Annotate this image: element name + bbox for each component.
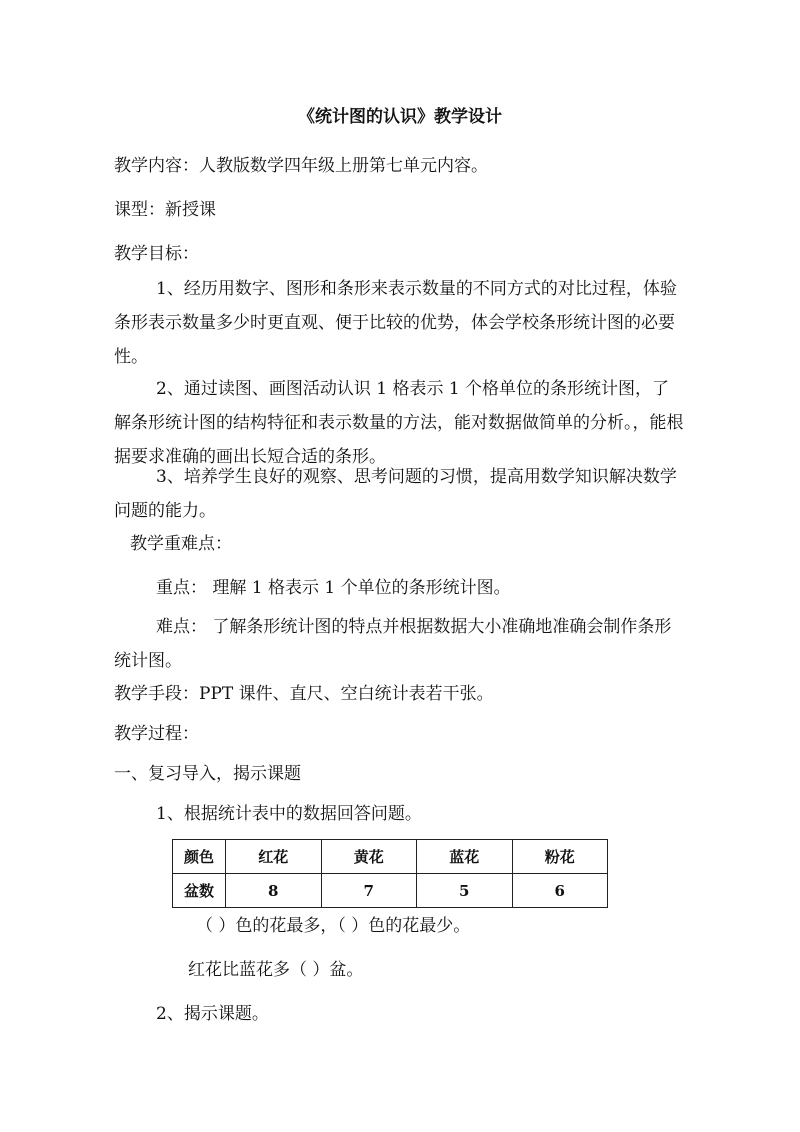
step-two: 2、揭示课题。: [156, 1004, 269, 1024]
table-row: [173, 874, 608, 908]
goal-paragraph-3: 3、培养学生良好的观察、思考问题的习惯，提高用数学知识解决数学问题的能力。: [114, 467, 677, 521]
question-two: 红花比蓝花多（ ）盆。: [188, 960, 364, 980]
table-cell: 颜色: [173, 840, 226, 874]
table-cell: 红花: [226, 840, 322, 874]
process-heading: 教学过程：: [114, 724, 199, 744]
difficulty-paragraph: 难点： 了解条形统计图的特点并根据数据大小准确地准确会制作条形统计图。: [114, 617, 672, 671]
goals-heading: 教学目标：: [114, 244, 199, 264]
table-cell: 5: [417, 874, 513, 908]
table-cell: 7: [321, 874, 417, 908]
teaching-content: 教学内容：人教版数学四年级上册第七单元内容。: [114, 156, 488, 176]
table-row: [173, 840, 608, 874]
course-type: 课型：新授课: [114, 200, 216, 220]
key-points-heading: 教学重难点：: [130, 534, 232, 554]
question-one: （ ）色的花最多，（ ）色的花最少。: [196, 916, 471, 936]
key-point: 重点： 理解 1 格表示 1 个单位的条形统计图。: [156, 578, 511, 598]
goal-paragraph-2: 2、通过读图、画图活动认识 1 格表示 1 个格单位的条形统计图，了解条形统计图的结构特征和表示数量的方法，能对数据做简单的分析。，能根据要求准确的画出长短合适的条形。: [114, 379, 684, 467]
goal-paragraph-1: 1、经历用数字、图形和条形来表示数量的不同方式的对比过程，体验条形表示数量多少时更直观、便于比较的优势，体会学校条形统计图的必要性。: [114, 279, 677, 367]
table-cell: 6: [512, 874, 608, 908]
table-cell: 黄花: [321, 840, 417, 874]
table-cell: 8: [226, 874, 322, 908]
flower-count-table: [172, 839, 608, 908]
table-cell: 蓝花: [417, 840, 513, 874]
table-cell: 盆数: [173, 874, 226, 908]
section-one-heading: 一、复习导入，揭示课题: [114, 764, 301, 784]
table-cell: 粉花: [512, 840, 608, 874]
teaching-means: 教学手段：PPT 课件、直尺、空白统计表若干张。: [114, 684, 494, 704]
document-title: 《统计图的认识》教学设计: [298, 107, 502, 127]
step-one: 1、根据统计表中的数据回答问题。: [156, 804, 422, 824]
